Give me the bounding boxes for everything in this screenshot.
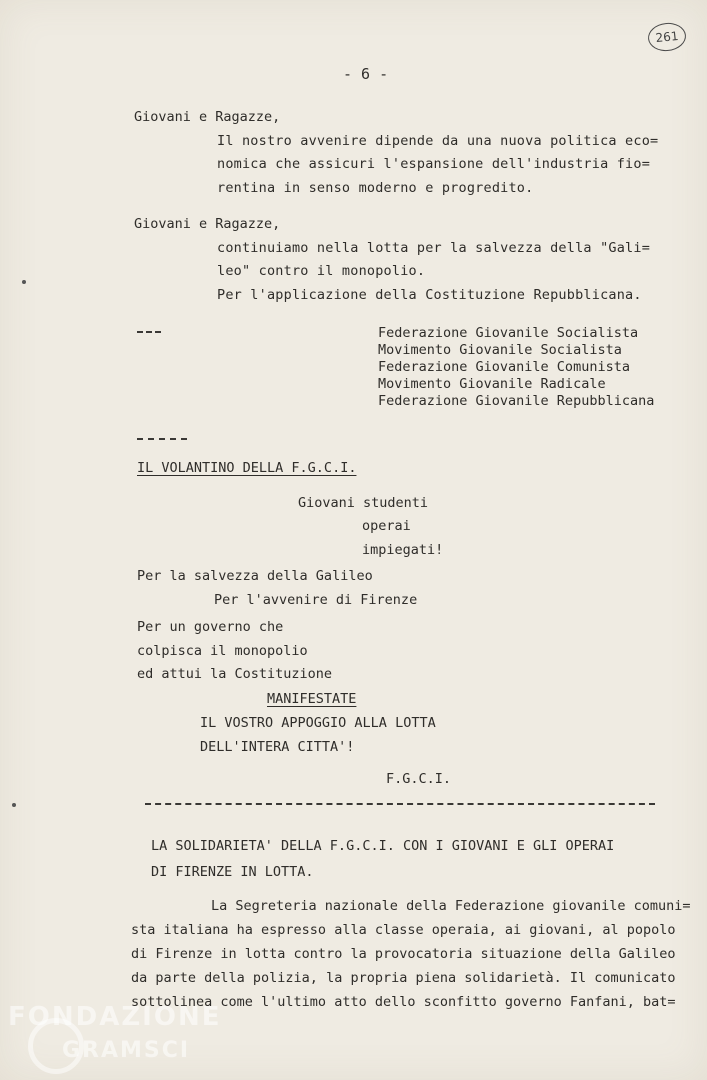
margin-speck-2 (12, 803, 16, 807)
solidarity-heading-line-1: LA SOLIDARIETA' DELLA F.G.C.I. CON I GIOVANI E GLI OPERAI (151, 838, 615, 854)
solidarity-heading-line-2: DI FIRENZE IN LOTTA. (151, 864, 314, 880)
signatory-4: Movimento Giovanile Radicale (378, 376, 606, 392)
paragraph-2-line-1: continuiamo nella lotta per la salvezza della "Gali= (217, 240, 651, 256)
solidarity-body-line-3: di Firenze in lotta contro la provocatoria situazione della Galileo (131, 946, 676, 962)
leaflet-line-5: Per l'avvenire di Firenze (214, 592, 418, 608)
page-number: - 6 - (343, 65, 389, 83)
signatory-3: Federazione Giovanile Comunista (378, 359, 630, 375)
leaflet-line-10: IL VOSTRO APPOGGIO ALLA LOTTA (200, 715, 436, 731)
dash-mark-1 (137, 331, 161, 333)
paragraph-1-line-3: rentina in senso moderno e progredito. (217, 180, 534, 196)
leaflet-line-6: Per un governo che (137, 619, 284, 635)
leaflet-heading: IL VOLANTINO DELLA F.G.C.I. (137, 460, 357, 476)
watermark-line-2: GRAMSCI (62, 1038, 191, 1063)
solidarity-body-line-2: sta italiana ha espresso alla classe operaia, ai giovani, al popolo (131, 922, 676, 938)
signatory-2: Movimento Giovanile Socialista (378, 342, 622, 358)
salutation-1: Giovani e Ragazze, (134, 109, 281, 125)
paragraph-2-line-2: leo" contro il monopolio. (217, 263, 426, 279)
signatory-5: Federazione Giovanile Repubblicana (378, 393, 655, 409)
paragraph-1-line-2: nomica che assicuri l'espansione dell'industria fio= (217, 156, 651, 172)
solidarity-body-line-1: La Segreteria nazionale della Federazione giovanile comuni= (211, 898, 691, 914)
margin-speck-1 (22, 280, 26, 284)
archive-stamp: 261 (647, 21, 688, 53)
leaflet-line-9: MANIFESTATE (267, 691, 357, 707)
solidarity-body-line-4: da parte della polizia, la propria piena solidarietà. Il comunicato (131, 970, 676, 986)
paragraph-1-line-1: Il nostro avvenire dipende da una nuova politica eco= (217, 133, 659, 149)
watermark-line-1: FONDAZIONE (8, 1002, 222, 1032)
solidarity-body-line-5: sottolinea come l'ultimo atto dello sconfitto governo Fanfani, bat= (131, 994, 676, 1010)
leaflet-line-2: operai (362, 518, 411, 534)
leaflet-line-1: Giovani studenti (298, 495, 429, 511)
section-divider (145, 803, 655, 805)
leaflet-line-4: Per la salvezza della Galileo (137, 568, 373, 584)
leaflet-line-3: impiegati! (362, 542, 444, 558)
leaflet-line-7: colpisca il monopolio (137, 643, 308, 659)
leaflet-line-11: DELL'INTERA CITTA'! (200, 739, 355, 755)
salutation-2: Giovani e Ragazze, (134, 216, 281, 232)
leaflet-signature: F.G.C.I. (386, 771, 452, 787)
signatory-1: Federazione Giovanile Socialista (378, 325, 639, 341)
archive-watermark (0, 990, 222, 1075)
dash-mark-2 (137, 438, 187, 440)
leaflet-line-8: ed attui la Costituzione (137, 666, 333, 682)
paragraph-2-line-3: Per l'applicazione della Costituzione Repubblicana. (217, 287, 642, 303)
